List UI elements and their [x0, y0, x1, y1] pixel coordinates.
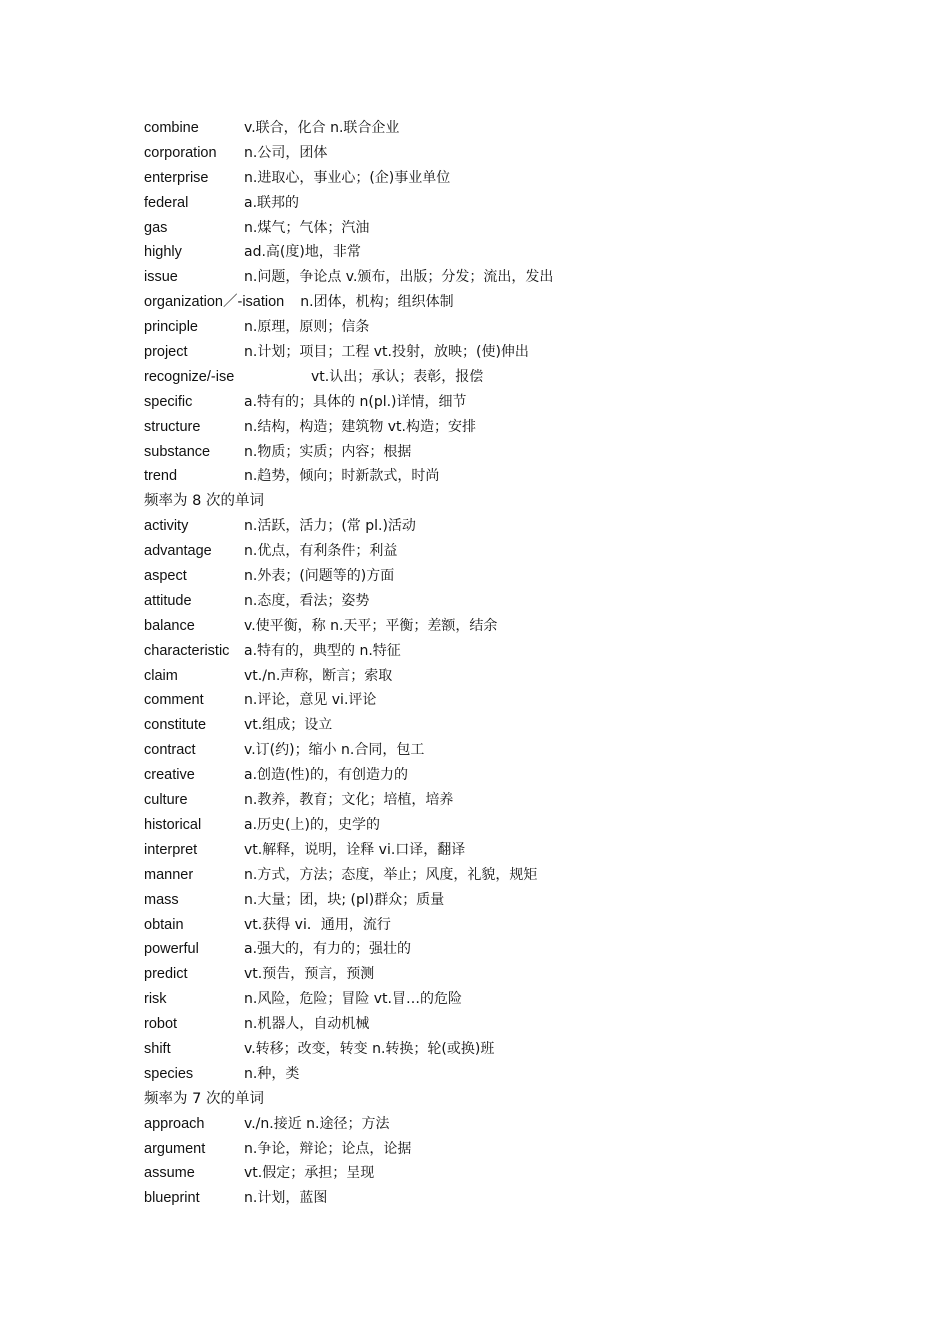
- vocab-word: enterprise: [144, 169, 209, 186]
- vocab-definition: n.方式，方法；态度，举止；风度，礼貌，规矩: [244, 866, 538, 883]
- vocab-word: recognize/-ise: [144, 368, 235, 385]
- vocab-definition: v.使平衡，称 n.天平；平衡；差额，结余: [244, 617, 498, 634]
- vocab-entry: [144, 1112, 884, 1137]
- vocab-entry: [144, 888, 884, 913]
- vocab-word: blueprint: [144, 1190, 200, 1207]
- vocab-entry: [144, 340, 884, 365]
- vocab-entry: [144, 639, 884, 664]
- vocab-word: risk: [144, 991, 167, 1008]
- vocab-definition: v.联合，化合 n.联合企业: [244, 120, 400, 136]
- vocab-definition: n.进取心，事业心；(企)事业单位: [244, 169, 451, 186]
- vocab-definition: a.特有的；具体的 n(pl.)详情，细节: [244, 393, 467, 410]
- vocab-definition: a.历史(上)的，史学的: [244, 816, 380, 833]
- vocab-entry: [144, 265, 884, 290]
- vocab-entry: [144, 738, 884, 763]
- vocab-word: highly: [144, 244, 182, 261]
- vocab-definition: n.大量；团，块; (pl)群众；质量: [244, 891, 445, 908]
- vocab-definition: n.风险，危险；冒险 vt.冒…的危险: [244, 991, 462, 1008]
- frequency-heading: 频率为 8 次的单词: [144, 493, 264, 510]
- vocab-entry: [144, 1161, 884, 1186]
- vocab-entry: [144, 1062, 884, 1087]
- vocab-entry: [144, 688, 884, 713]
- vocab-entry: [144, 390, 884, 415]
- vocab-entry: [144, 191, 884, 216]
- vocab-definition: n.煤气；气体；汽油: [244, 219, 370, 236]
- vocab-word: aspect: [144, 568, 187, 585]
- vocab-entry: [144, 240, 884, 265]
- vocab-entry: [144, 315, 884, 340]
- vocab-entry: [144, 365, 884, 390]
- vocab-entry: [144, 913, 884, 938]
- vocab-word: combine: [144, 120, 199, 136]
- vocab-entry: [144, 514, 884, 539]
- vocab-entry: [144, 863, 884, 888]
- vocab-definition: vt.解释，说明，诠释 vi.口译，翻译: [244, 841, 466, 858]
- vocab-entry: [144, 838, 884, 863]
- vocab-word: mass: [144, 891, 179, 908]
- vocab-definition: n.计划；项目；工程 vt.投射，放映；(使)伸出: [244, 344, 529, 361]
- vocab-word: culture: [144, 792, 188, 809]
- vocab-definition: vt.预告，预言，预测: [244, 966, 375, 983]
- vocab-definition: n.种，类: [244, 1065, 300, 1082]
- vocab-definition: vt.认出；承认；表彰，报偿: [311, 368, 484, 385]
- vocab-entry: [144, 813, 884, 838]
- vocab-entry: [144, 216, 884, 241]
- vocab-definition: vt.假定；承担；呈现: [244, 1165, 375, 1182]
- vocab-definition: n.态度，看法；姿势: [244, 592, 370, 609]
- vocab-definition: a.强大的，有力的；强壮的: [244, 941, 412, 958]
- vocab-definition: ad.高(度)地，非常: [244, 244, 361, 261]
- vocab-word: substance: [144, 443, 211, 460]
- vocab-entry: [144, 415, 884, 440]
- vocab-definition: n.趋势，倾向；时新款式，时尚: [244, 468, 440, 485]
- vocab-entry: [144, 1137, 884, 1162]
- vocab-definition: n.结构，构造；建筑物 vt.构造；安排: [244, 418, 476, 435]
- vocab-definition: n.争论，辩论；论点，论据: [244, 1140, 412, 1157]
- vocab-word: constitute: [144, 717, 207, 734]
- vocab-definition: n.外表；(问题等的)方面: [244, 568, 395, 585]
- vocab-definition: n.原理，原则；信条: [244, 319, 370, 336]
- vocab-entry: [144, 440, 884, 465]
- vocab-word: claim: [144, 667, 178, 684]
- vocab-word: organization／-isation: [144, 294, 285, 311]
- vocab-word: approach: [144, 1115, 205, 1132]
- vocab-definition: n.优点，有利条件；利益: [244, 543, 398, 560]
- vocab-entry: [144, 987, 884, 1012]
- vocab-entry: [144, 464, 884, 489]
- vocab-word: characteristic: [144, 642, 230, 659]
- vocab-word: federal: [144, 194, 189, 211]
- vocab-definition: n.物质；实质；内容；根据: [244, 443, 412, 460]
- vocab-word: advantage: [144, 543, 212, 560]
- vocab-word: trend: [144, 468, 178, 485]
- vocab-definition: n.教养，教育；文化；培植，培养: [244, 792, 454, 809]
- vocabulary-list: [144, 116, 884, 1211]
- vocab-word: issue: [144, 269, 178, 286]
- vocab-word: balance: [144, 617, 195, 634]
- vocab-word: specific: [144, 393, 193, 410]
- vocab-definition: a.创造(性)的，有创造力的: [244, 767, 408, 784]
- vocab-definition: v.转移；改变，转变 n.转换；轮(或换)班: [244, 1040, 495, 1057]
- vocab-entry: [144, 937, 884, 962]
- vocab-word: argument: [144, 1140, 206, 1157]
- vocab-definition: n.问题，争论点 v.颁布，出版；分发；流出，发出: [244, 269, 554, 286]
- vocab-word: species: [144, 1065, 194, 1082]
- vocab-definition: n.机器人，自动机械: [244, 1016, 370, 1033]
- vocab-entry: [144, 614, 884, 639]
- frequency-heading: 频率为 7 次的单词: [144, 1090, 264, 1107]
- vocab-word: project: [144, 344, 188, 361]
- vocab-word: comment: [144, 692, 204, 709]
- vocab-word: robot: [144, 1016, 178, 1033]
- vocab-word: principle: [144, 319, 198, 336]
- vocab-word: predict: [144, 966, 188, 983]
- vocab-word: activity: [144, 518, 189, 535]
- vocab-entry: [144, 664, 884, 689]
- vocab-definition: a.特有的，典型的 n.特征: [244, 642, 401, 659]
- vocab-definition: a.联邦的: [244, 194, 300, 211]
- vocab-entry: [144, 763, 884, 788]
- vocab-word: shift: [144, 1040, 171, 1057]
- vocab-entry: [144, 1012, 884, 1037]
- vocab-word: gas: [144, 219, 168, 236]
- vocab-entry: [144, 788, 884, 813]
- vocab-word: creative: [144, 767, 195, 784]
- vocab-word: structure: [144, 418, 201, 435]
- vocab-definition: vt.获得 vi．通用，流行: [244, 916, 391, 933]
- vocab-entry: [144, 166, 884, 191]
- vocab-definition: v.订(约)；缩小 n.合同，包工: [244, 742, 425, 759]
- vocab-entry: [144, 1037, 884, 1062]
- vocab-word: historical: [144, 816, 202, 833]
- vocab-entry: [144, 1186, 884, 1211]
- vocab-definition: v./n.接近 n.途径；方法: [244, 1115, 390, 1132]
- vocab-word: contract: [144, 742, 196, 759]
- vocab-definition: n.公司，团体: [244, 144, 328, 161]
- vocab-entry: [144, 589, 884, 614]
- vocab-definition: n.活跃，活力；(常 pl.)活动: [244, 518, 416, 535]
- vocab-word: obtain: [144, 916, 184, 933]
- vocab-word: attitude: [144, 592, 192, 609]
- vocab-entry: [144, 962, 884, 987]
- vocab-word: interpret: [144, 841, 198, 858]
- vocab-word: powerful: [144, 941, 199, 958]
- vocab-definition: n.评论，意见 vi.评论: [244, 692, 377, 709]
- vocab-entry: [144, 290, 884, 315]
- vocab-definition: n.团体，机构；组织体制: [300, 294, 454, 311]
- vocab-definition: vt.组成；设立: [244, 717, 333, 734]
- vocab-entry: [144, 539, 884, 564]
- vocab-entry: [144, 141, 884, 166]
- vocab-entry: [144, 564, 884, 589]
- vocab-entry: [144, 713, 884, 738]
- vocab-word: corporation: [144, 144, 217, 161]
- vocab-definition: n.计划，蓝图: [244, 1190, 328, 1207]
- vocab-definition: vt./n.声称，断言；索取: [244, 667, 393, 684]
- vocab-word: manner: [144, 866, 194, 883]
- vocab-entry: [144, 116, 884, 141]
- vocab-word: assume: [144, 1165, 195, 1182]
